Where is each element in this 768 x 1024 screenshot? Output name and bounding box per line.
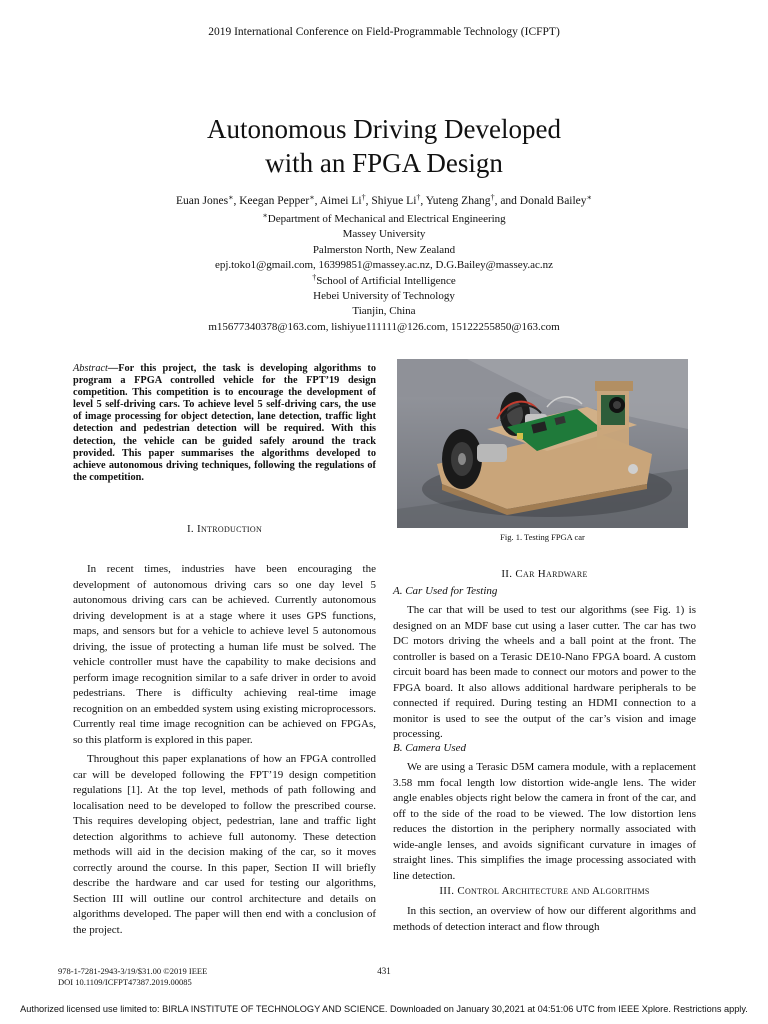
camera-paragraph: We are using a Terasic D5M camera module, with a replacement 3.58 mm focal length low distortion wide-angle lens. The wider angle enables objects right below the camera in front of the car, and off to the side of the road to be viewed. The low distortion lens reduces the distortion in the periphery normally associated with wide-angle lenses, and avoids significant curvature in images of straight lines. This simplifies the image processing associated with line detection. <box>393 761 696 882</box>
author-name: Shiyue Li <box>371 195 417 207</box>
car-paragraph: The car that will be used to test our algorithms (see Fig. 1) is designed on an MDF base cut using a laser cutter. The car has two DC motors driving the wheels and a ball point at the front. The controller is based on a Terasic DE10-Nano FPGA board. A custom circuit board has been made to connect our motors and power to the FPGA board. It also allows additional hardware peripherals to be connected if required. During testing an HDMI connection to a monitor is used to see the output of the car’s vision and image processing. <box>393 604 696 740</box>
abstract-text: —For this project, the task is developing algorithms to program a FPGA controlled vehicle for the FPT’19 design competition. This competition is to encourage the development of level 5 self-driving cars. To achieve level 5 self-driving cars, the use of image processing for object detection, lane detection, traffic light detection and pedestrian detection will be required. With this detection, the vehicle can be guided safely around the track provided. This paper summarises the algorithms developed to achieve autonomous driving techniques, following the regulations of the competition. <box>73 363 376 483</box>
subsection-camera-used: B. Camera Used <box>393 742 467 754</box>
affiliation-dept-1: ∗Department of Mechanical and Electrical Engineering <box>262 211 506 225</box>
car-hardware-body <box>393 603 696 743</box>
figure-caption: Fig. 1. Testing FPGA car <box>500 532 585 542</box>
abstract <box>73 363 376 484</box>
affiliations <box>0 212 768 335</box>
title-line-2: with an FPGA Design <box>265 148 503 178</box>
footer-isbn: 978-1-7281-2943-3/19/$31.00 ©2019 IEEE <box>58 966 208 976</box>
author-name: Keegan Pepper <box>239 195 310 207</box>
page-number: 431 <box>377 966 391 976</box>
affiliation-city-1: Palmerston North, New Zealand <box>312 243 456 256</box>
camera-body <box>393 760 696 884</box>
author-name: and Donald Bailey <box>500 195 587 207</box>
title-line-1: Autonomous Driving Developed <box>207 114 561 144</box>
author-list: Euan Jones∗, Keegan Pepper∗, Aimei Li†, Shiyue Li†, Yuteng Zhang†, and Donald Bailey∗ <box>176 193 592 207</box>
author-name: Yuteng Zhang <box>425 195 491 207</box>
affiliation-emails-2: m15677340378@163.com, lishiyue111111@126.com, 15122255850@163.com <box>208 320 560 333</box>
author-name: Euan Jones <box>176 195 229 207</box>
left-column-body <box>73 562 376 938</box>
affiliation-univ-2: Hebei University of Technology <box>313 290 455 303</box>
fpga-car-photo <box>397 359 688 528</box>
author-name: Aimei Li <box>319 195 362 207</box>
affiliation-dept-2: †School of Artificial Intelligence <box>312 272 456 287</box>
footer-doi: DOI 10.1109/ICFPT47387.2019.00085 <box>58 977 192 987</box>
subsection-car-used-for-testing: A. Car Used for Testing <box>393 585 498 597</box>
control-paragraph: In this section, an overview of how our different algorithms and methods of detection interact and flow through <box>393 905 696 933</box>
section-heading-introduction: I. Introduction <box>186 523 263 535</box>
license-notice: Authorized licensed use limited to: BIRLA INSTITUTE OF TECHNOLOGY AND SCIENCE. Downloaded on January 30,2021 at 04:51:06 UTC from IEEE Xplore. Restrictions apply. <box>20 1004 748 1014</box>
section-heading-car-hardware: II. Car Hardware <box>501 568 588 580</box>
figure-fpga-car-photo <box>397 359 688 528</box>
intro-paragraph-1: In recent times, industries have been encouraging the development of autonomous driving cars so one day level 5 autonomous driving cars can be achieved. Currently autonomous driving development is at a stage where it uses GPS functions, maps, and sensors but for a vehicle to achieve level 5 autonomous driving, the issue of protecting a human life must be solved. The vehicle controller must have the capability to make decisions and perform image recognition similar to a safe driver in order to avoid pedestrians. There is difficulty achieving real-time image recognition on an embedded system using existing microprocessors. Currently real time image recognition can be achieved on FPGAs, so this platform is explored in this paper. <box>73 563 376 746</box>
section-heading-control-architecture: III. Control Architecture and Algorithms <box>439 885 650 897</box>
paper-title <box>0 112 768 180</box>
affiliation-emails-1: epj.toko1@gmail.com, 16399851@massey.ac.nz, D.G.Bailey@massey.ac.nz <box>214 259 554 272</box>
control-body <box>393 904 696 935</box>
intro-paragraph-2: Throughout this paper explanations of how an FPGA controlled car will be developed following the FPT’19 design competition regulations [1]. At the top level, methods of path following and localisation need to be developed to follow the prescribed course. This requires developing object, pedestrian, lane and traffic light detection algorithms to achieve full autonomy. These detection methods will aid in the decision making of the car, so it moves correctly around the course. In this paper, Section II will briefly describe the hardware and car used for testing our algorithms, Section III will outline our control architecture and details on algorithms developed. The paper will then end with a conclusion of the project. <box>73 753 376 936</box>
affiliation-city-2: Tianjin, China <box>352 305 416 318</box>
affiliation-univ-1: Massey University <box>342 228 426 241</box>
conference-header: 2019 International Conference on Field-Programmable Technology (ICFPT) <box>208 26 560 38</box>
abstract-lead: Abstract <box>73 363 108 374</box>
